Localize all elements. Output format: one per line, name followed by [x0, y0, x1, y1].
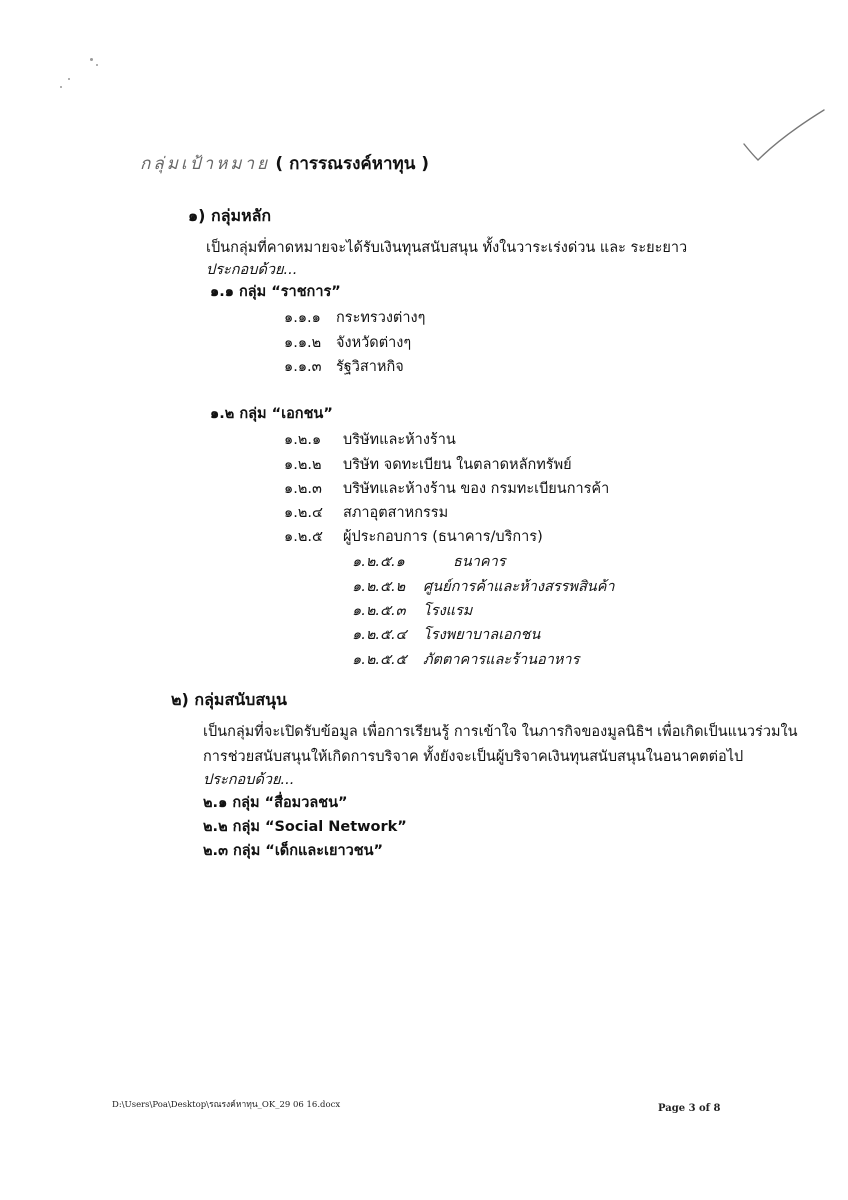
- sub-list-item: ธนาคาร: [453, 554, 506, 570]
- list-item: ผู้ประกอบการ (ธนาคาร/บริการ): [343, 529, 543, 545]
- list-item: กระทรวงต่างๆ: [336, 310, 426, 326]
- list-item-number: ๑.๒.๓: [284, 481, 322, 497]
- list-item-number: ๑.๑.๓: [284, 359, 322, 375]
- scan-speck: [96, 64, 98, 66]
- subsection-1-2-heading: ๑.๒ กลุ่ม “เอกชน”: [210, 406, 333, 422]
- list-item-number: ๑.๑.๒: [284, 335, 322, 351]
- section-2-description-line-1: เป็นกลุ่มที่จะเปิดรับข้อมูล เพื่อการเรียนรู้ การเข้าใจ ในภารกิจของมูลนิธิฯ เพื่อเกิดเป็นแนวร่วมใน: [203, 724, 798, 740]
- handwritten-title: กลุ่มเป้าหมาย: [140, 154, 270, 174]
- sub-list-item-number: ๑.๒.๕.๔: [352, 627, 407, 643]
- list-item-number: ๑.๒.๔: [284, 505, 323, 521]
- sub-list-item-number: ๑.๒.๕.๓: [352, 603, 406, 619]
- list-item: สภาอุตสาหกรรม: [343, 505, 449, 521]
- scan-speck: [68, 78, 70, 80]
- list-item-number: ๑.๒.๕: [284, 529, 323, 545]
- scan-speck: [90, 58, 93, 61]
- section-1-description: เป็นกลุ่มที่คาดหมายจะได้รับเงินทุนสนับสนุน ทั้งในวาระเร่งด่วน และ ระยะยาว: [206, 240, 688, 256]
- sub-list-item: โรงพยาบาลเอกชน: [423, 627, 541, 643]
- footer-file-path: D:\Users\Poa\Desktop\รณรงค์หาทุน_OK_29 06 16.docx: [112, 1100, 341, 1110]
- list-item: รัฐวิสาหกิจ: [336, 359, 404, 375]
- section-2-item: ๒.๒ กลุ่ม “Social Network”: [203, 819, 407, 835]
- list-item-number: ๑.๑.๑: [284, 310, 321, 326]
- sub-list-item-number: ๑.๒.๕.๒: [352, 579, 406, 595]
- section-2-description-line-2: การช่วยสนับสนุนให้เกิดการบริจาค ทั้งยังจะเป็นผู้บริจาคเงินทุนสนับสนุนในอนาคตต่อไป: [203, 749, 744, 765]
- section-2-item: ๒.๓ กลุ่ม “เด็กและเยาวชน”: [203, 843, 384, 859]
- sub-list-item: โรงแรม: [423, 603, 473, 619]
- sub-list-item: ภัตตาคารและร้านอาหาร: [423, 652, 580, 668]
- section-2-heading: ๒) กลุ่มสนับสนุน: [171, 690, 287, 709]
- list-item: บริษัท จดทะเบียน ในตลาดหลักทรัพย์: [343, 457, 572, 473]
- scan-speck: [60, 86, 62, 88]
- list-item: บริษัทและห้างร้าน ของ กรมทะเบียนการค้า: [343, 481, 610, 497]
- section-2-item: ๒.๑ กลุ่ม “สื่อมวลชน”: [203, 795, 348, 811]
- list-item-number: ๑.๒.๑: [284, 432, 322, 448]
- section-1-heading: ๑) กลุ่มหลัก: [188, 206, 272, 225]
- sub-list-item-number: ๑.๒.๕.๕: [352, 652, 407, 668]
- list-item: จังหวัดต่างๆ: [336, 335, 412, 351]
- list-item: บริษัทและห้างร้าน: [343, 432, 456, 448]
- subsection-1-1-heading: ๑.๑ กลุ่ม “ราชการ”: [210, 284, 341, 300]
- section-1-consists-of: ประกอบด้วย...: [206, 262, 298, 278]
- sub-list-item-number: ๑.๒.๕.๑: [352, 554, 405, 570]
- footer-page-number: Page 3 of 8: [658, 1103, 721, 1114]
- printed-title: ( การรณรงค์หาทุน ): [275, 154, 430, 174]
- handwritten-check-mark: [742, 108, 826, 166]
- section-2-consists-of: ประกอบด้วย...: [203, 772, 295, 788]
- page-title: [140, 150, 429, 177]
- sub-list-item: ศูนย์การค้าและห้างสรรพสินค้า: [423, 579, 615, 595]
- list-item-number: ๑.๒.๒: [284, 457, 322, 473]
